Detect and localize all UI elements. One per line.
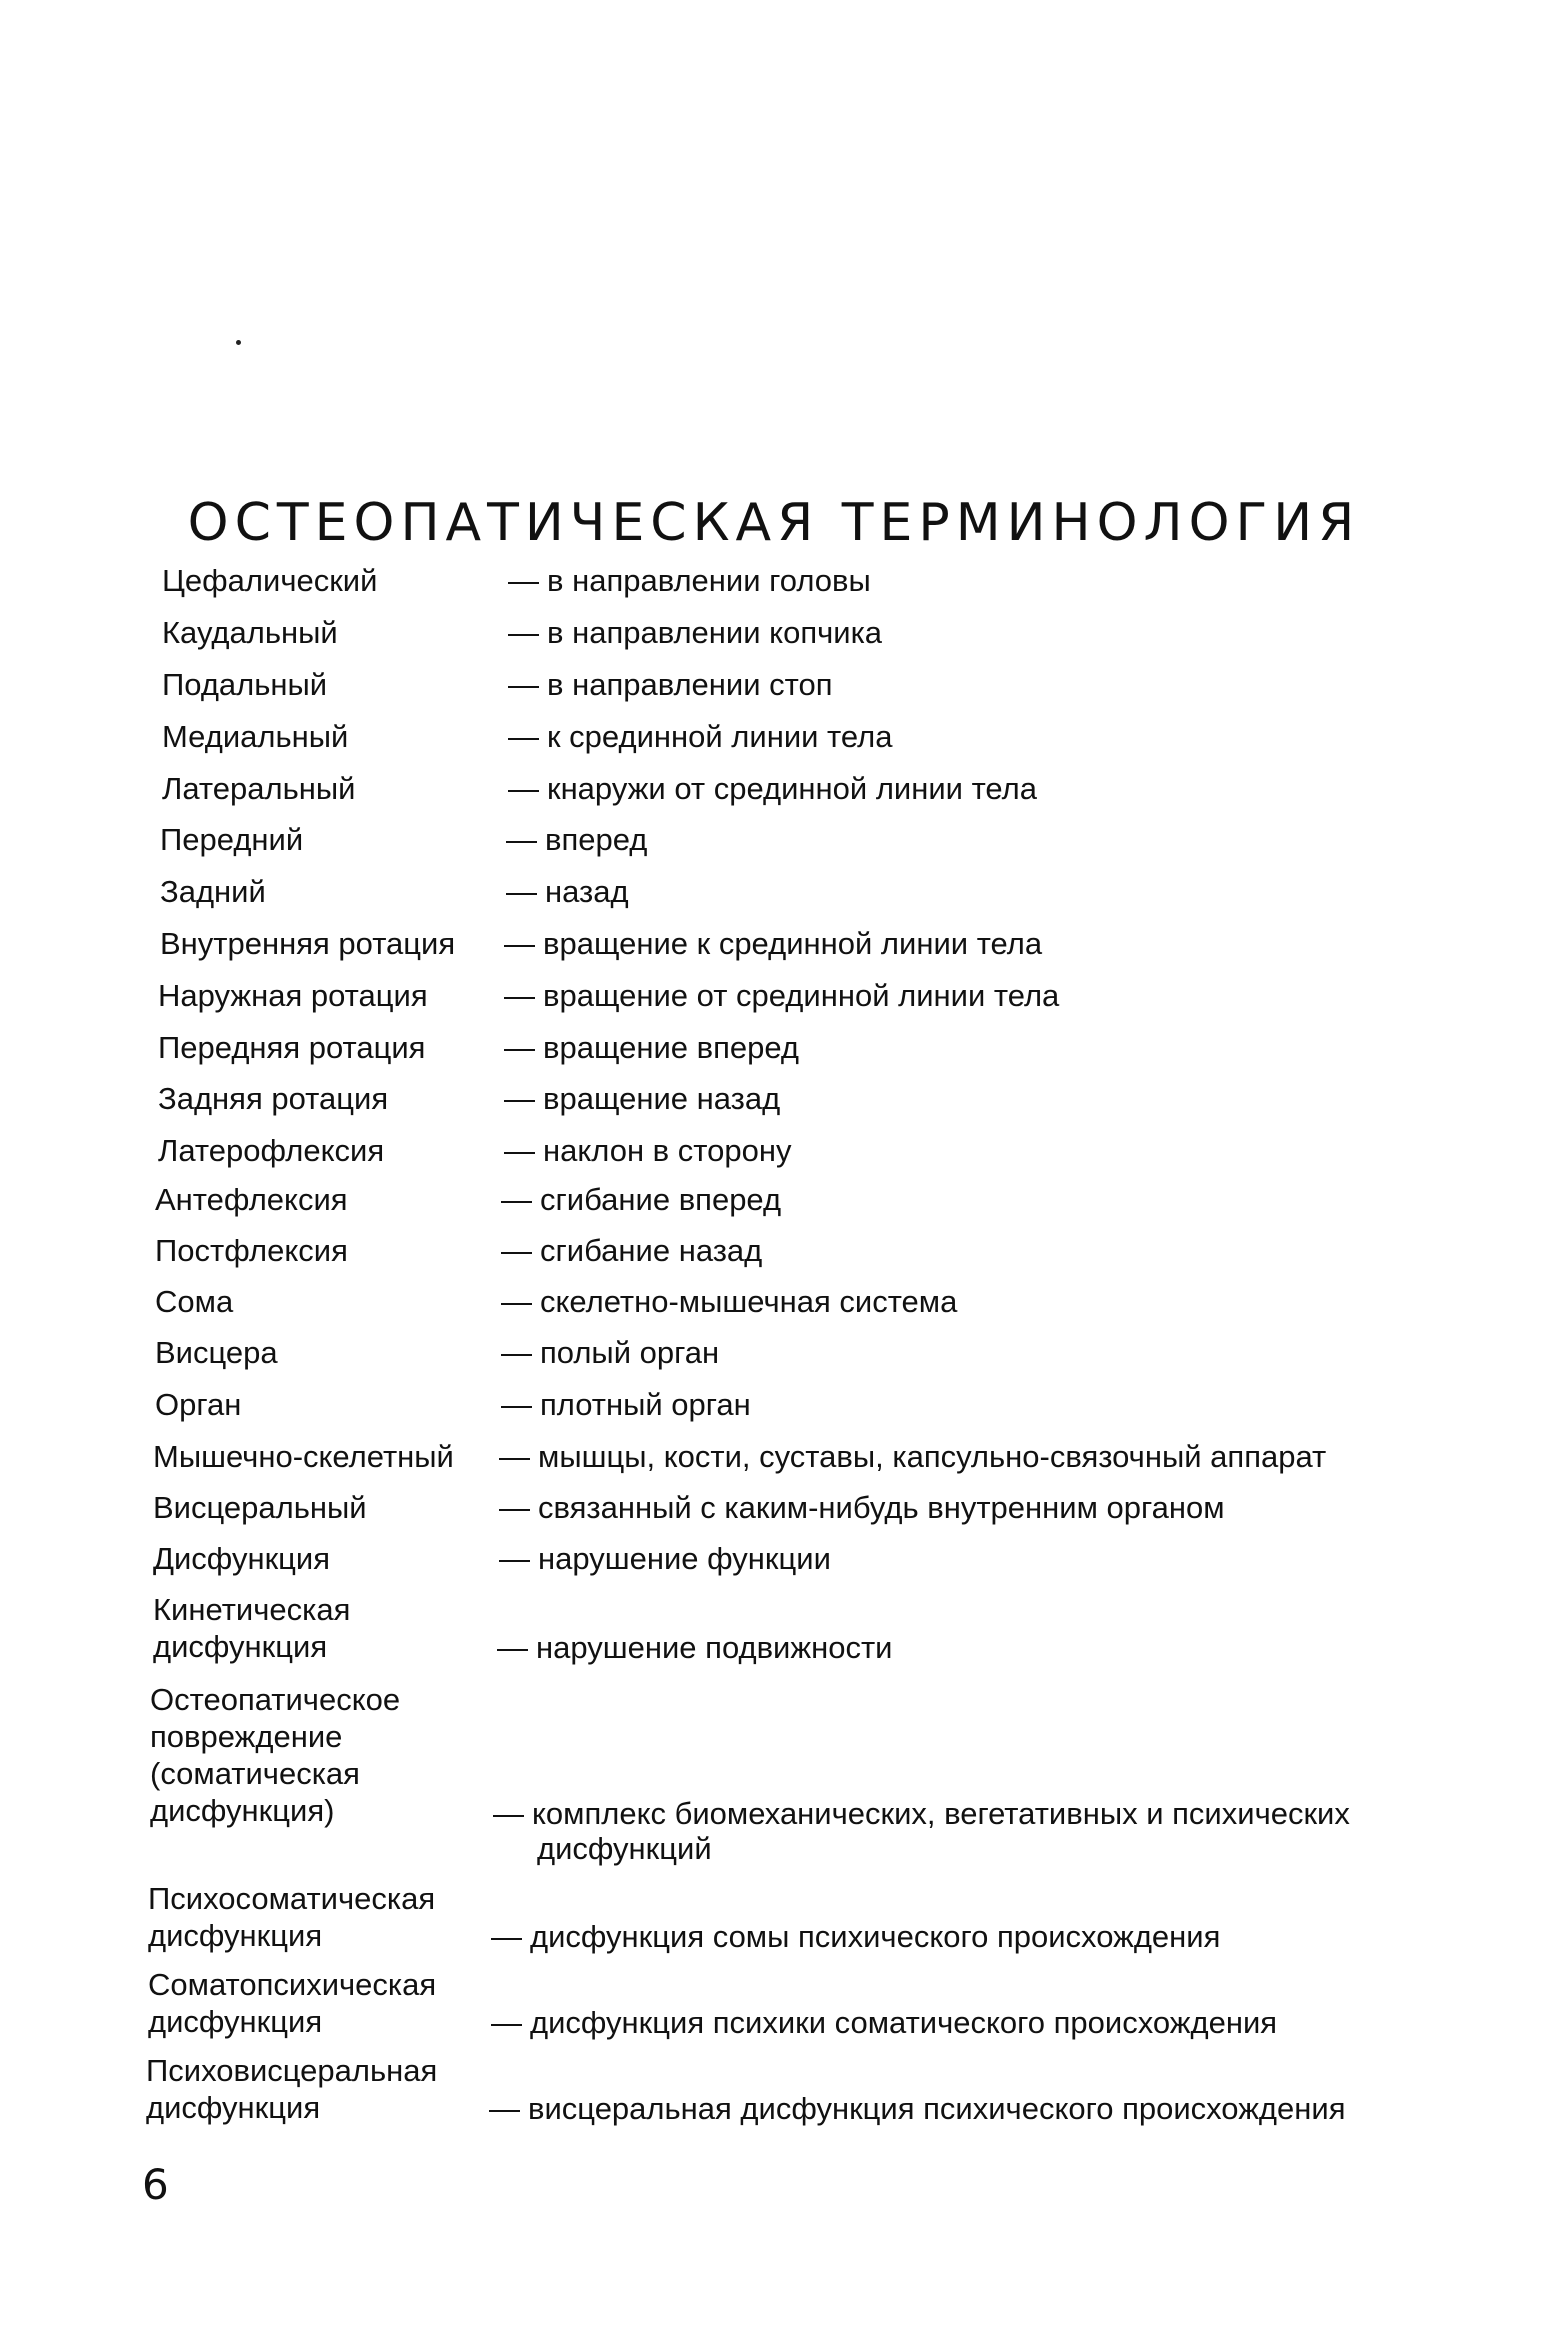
dash: — — [508, 615, 539, 650]
term-definition — [491, 1919, 1220, 1954]
definition-text: мышцы, кости, суставы, капсульно-связочный аппарат — [538, 1439, 1327, 1474]
term-definition — [501, 1233, 762, 1268]
term-definition — [508, 667, 833, 702]
term-name: Латеральный — [162, 771, 356, 806]
term-name-line: Кинетическая — [153, 1592, 351, 1627]
term-definition — [499, 1541, 831, 1576]
term-definition — [501, 1284, 957, 1319]
term-name-line: Соматопсихическая — [148, 1967, 437, 2002]
term-definition — [501, 1335, 719, 1370]
definition-text: связанный с каким-нибудь внутренним органом — [538, 1490, 1225, 1525]
term-definition — [493, 1796, 1350, 1831]
definition-text: сгибание вперед — [540, 1182, 782, 1217]
definition-text: дисфункция сомы психического происхождения — [530, 1919, 1221, 1954]
page-title: ОСТЕОПАТИЧЕСКАЯ ТЕРМИНОЛОГИЯ — [187, 492, 1361, 553]
term-definition — [504, 978, 1059, 1013]
term-definition — [504, 1030, 799, 1065]
definition-text: вращение вперед — [543, 1030, 800, 1065]
dash: — — [491, 1919, 522, 1954]
dash: — — [493, 1796, 524, 1831]
term-definition — [499, 1439, 1326, 1474]
definition-text: полый орган — [540, 1335, 720, 1370]
dash: — — [506, 822, 537, 857]
term-name-line: Психосоматическая — [148, 1881, 436, 1916]
term-name-line: (соматическая — [150, 1756, 360, 1791]
term-name: Антефлексия — [155, 1182, 348, 1217]
term-name: Передняя ротация — [158, 1030, 426, 1065]
term-name: Задний — [160, 874, 266, 909]
dash: — — [499, 1439, 530, 1474]
dash: — — [508, 719, 539, 754]
definition-text: скелетно-мышечная система — [540, 1284, 958, 1319]
term-definition — [489, 2091, 1346, 2126]
term-name: Висцера — [155, 1335, 278, 1370]
definition-text: нарушение функции — [538, 1541, 831, 1576]
definition-text: вперед — [545, 822, 648, 857]
dash: — — [504, 1030, 535, 1065]
definition-text: плотный орган — [540, 1387, 751, 1422]
term-definition — [508, 615, 882, 650]
dash: — — [491, 2005, 522, 2040]
term-definition — [504, 1133, 791, 1168]
dash: — — [497, 1630, 528, 1665]
definition-text: наклон в сторону — [543, 1133, 792, 1168]
definition-text: нарушение подвижности — [536, 1630, 893, 1665]
definition-text: комплекс биомеханических, вегетативных и психических — [532, 1796, 1350, 1831]
term-definition — [499, 1490, 1225, 1525]
term-definition — [506, 874, 629, 909]
term-definition — [501, 1182, 781, 1217]
term-name: Задняя ротация — [158, 1081, 389, 1116]
term-definition — [508, 771, 1037, 806]
term-name-line: дисфункция — [148, 1918, 323, 1953]
definition-text: вращение назад — [543, 1081, 781, 1116]
term-definition-continuation: дисфункций — [537, 1831, 712, 1866]
term-name-line: дисфункция — [146, 2090, 321, 2125]
term-name: Висцеральный — [153, 1490, 367, 1525]
dash: — — [508, 771, 539, 806]
definition-text: назад — [545, 874, 629, 909]
dash: — — [504, 926, 535, 961]
term-name-line: дисфункция — [148, 2004, 323, 2039]
term-name: Каудальный — [162, 615, 338, 650]
definition-text: в направлении стоп — [547, 667, 833, 702]
term-name: Медиальный — [162, 719, 349, 754]
definition-text: в направлении копчика — [547, 615, 883, 650]
term-definition — [504, 1081, 780, 1116]
term-name-line: дисфункция) — [150, 1793, 335, 1828]
term-name: Мышечно-скелетный — [153, 1439, 454, 1474]
term-name-line: повреждение — [150, 1719, 343, 1754]
term-definition — [501, 1387, 751, 1422]
term-name-line: Остеопатическое — [150, 1682, 401, 1717]
term-definition — [491, 2005, 1277, 2040]
definition-text: вращение к срединной линии тела — [543, 926, 1043, 961]
term-name: Наружная ротация — [158, 978, 428, 1013]
dash: — — [504, 1081, 535, 1116]
term-name-line: дисфункция — [153, 1629, 328, 1664]
dash: — — [506, 874, 537, 909]
dash: — — [504, 978, 535, 1013]
term-definition — [504, 926, 1042, 961]
dash: — — [499, 1541, 530, 1576]
term-name-line: Психовисцеральная — [146, 2053, 438, 2088]
definition-text: дисфункция психики соматического происхождения — [530, 2005, 1278, 2040]
term-definition — [497, 1630, 893, 1665]
dash: — — [499, 1490, 530, 1525]
term-name: Цефалический — [162, 563, 378, 598]
term-name: Постфлексия — [155, 1233, 348, 1268]
dash: — — [508, 563, 539, 598]
term-name: Дисфункция — [153, 1541, 331, 1576]
term-definition — [508, 563, 871, 598]
term-name: Сома — [155, 1284, 234, 1319]
dash: — — [501, 1387, 532, 1422]
term-name: Передний — [160, 822, 304, 857]
term-name: Подальный — [162, 667, 328, 702]
term-name: Латерофлексия — [158, 1133, 385, 1168]
definition-text: сгибание назад — [540, 1233, 763, 1268]
dash: — — [501, 1233, 532, 1268]
dash: — — [501, 1284, 532, 1319]
term-definition — [506, 822, 647, 857]
definition-text: в направлении головы — [547, 563, 871, 598]
dash: — — [489, 2091, 520, 2126]
dash: — — [501, 1182, 532, 1217]
page-number: 6 — [142, 2160, 169, 2209]
dash: — — [501, 1335, 532, 1370]
term-definition — [508, 719, 892, 754]
dash: — — [504, 1133, 535, 1168]
dash: — — [508, 667, 539, 702]
definition-text: кнаружи от срединной линии тела — [547, 771, 1037, 806]
term-name: Внутренняя ротация — [160, 926, 456, 961]
definition-text: висцеральная дисфункция психического происхождения — [528, 2091, 1346, 2126]
definition-text: вращение от срединной линии тела — [543, 978, 1060, 1013]
term-name: Орган — [155, 1387, 242, 1422]
definition-text: к срединной линии тела — [547, 719, 893, 754]
